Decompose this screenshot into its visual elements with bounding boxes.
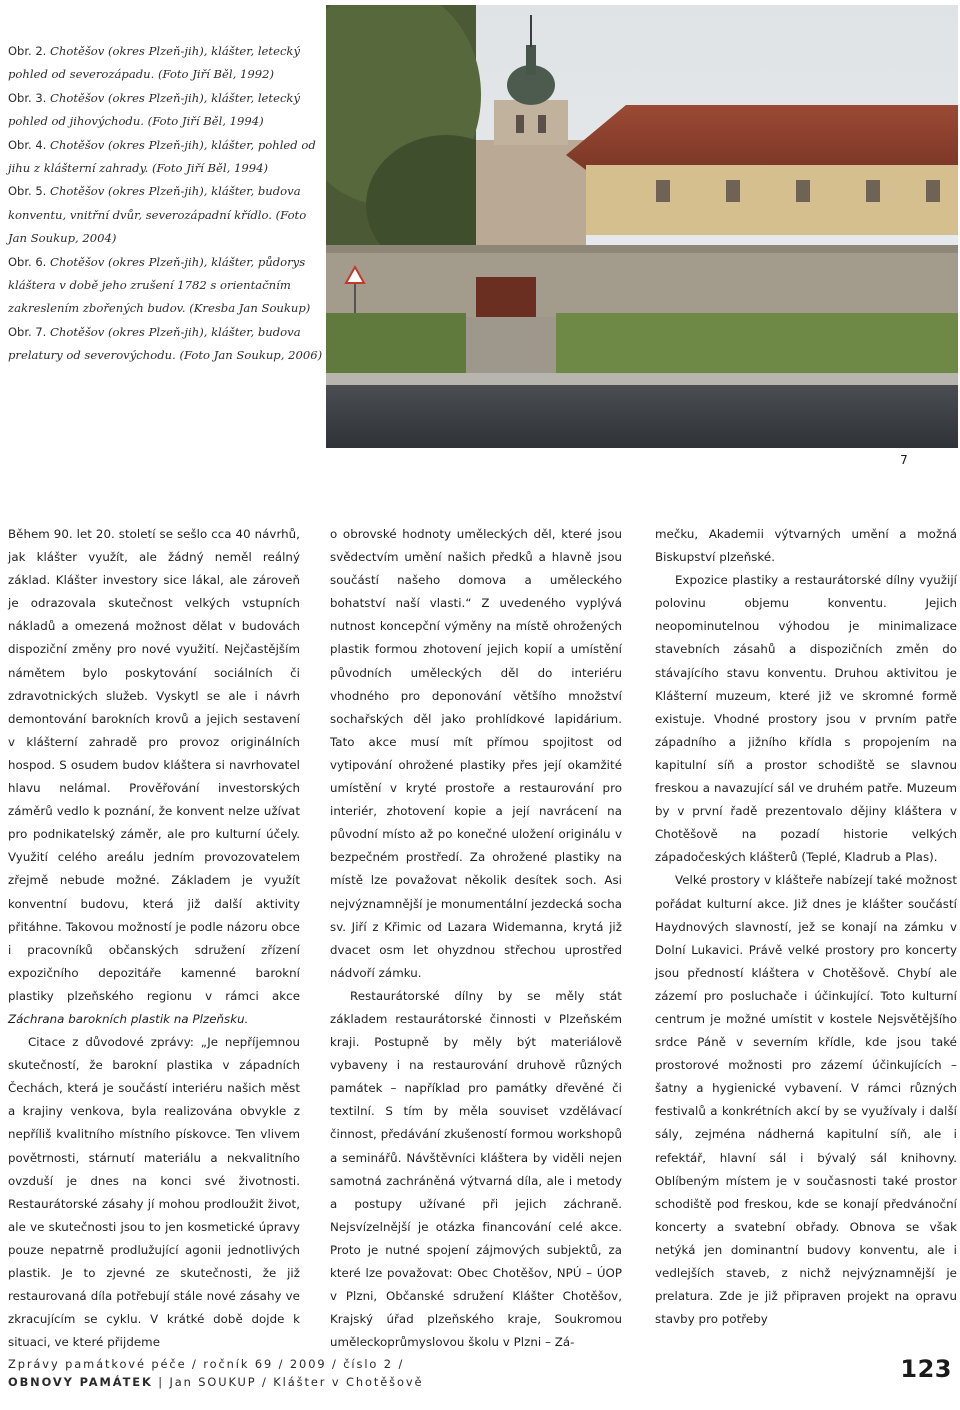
caption-obr-6 — [8, 251, 324, 321]
caption-text: Chotěšov (okres Plzeň-jih), klášter, letecký pohled od severozápadu. (Foto Jiří Běl, 1992) — [8, 44, 301, 82]
caption-obr-5 — [8, 180, 324, 250]
emphasized-text: Záchrana barokních plastik na Plzeňsku. — [8, 1011, 249, 1026]
wall-cap — [326, 245, 958, 253]
wooden-gate — [476, 277, 536, 317]
caption-text: Chotěšov (okres Plzeň-jih), klášter, půdorys kláštera v době jeho zrušení 1782 s orientačním zakreslením zbořených budov. (Kresba Jan Soukup) — [8, 254, 311, 316]
paragraph: o obrovské hodnoty uměleckých děl, které jsou svědectvím umění našich předků a hlavně jsou součástí našeho domova a uměleckého bohatství naší vlasti.“ Z uvedeného vyplývá nutnost koncepční výměny na místě ohrožených plastik formou zhotovení jejich kopií a umístění původních uměleckých děl do interiéru vhodného pro deponování většího množství sochařských děl jako prohlídkové lapidárium. Tato akce musí mít přímou spojitost od vytipování ohrožené plastiky přes její okamžité umístění v kryté prostoře a restaurování pro interiér, zhotovení kopie a její navrácení na původní místo až po konečné uložení originálu v bezpečném prostředí. Za ohrožené plastiky na místě lze považovat několik desítek soch. Asi nejvýznamnější je monumentální jezdecká socha sv. Jiří z Křimic od Lazara Widemanna, krytá již dvacet osm let ohyzdnou střechou uprostřed nádvoří zámku. — [330, 527, 622, 980]
building-window — [926, 180, 940, 202]
caption-text: Chotěšov (okres Plzeň-jih), klášter, pohled od jihu z klášterní zahrady. (Foto Jiří Běl, 1994) — [8, 137, 316, 176]
caption-obr-4 — [8, 134, 324, 181]
grass-right — [556, 313, 958, 373]
caption-number: Obr. 6. — [8, 254, 47, 269]
caption-text: Chotěšov (okres Plzeň-jih), klášter, budova konventu, vnitřní dvůr, severozápadní křídlo. (Foto Jan Soukup, 2004) — [8, 184, 307, 246]
caption-number: Obr. 5. — [8, 184, 47, 199]
tower-window — [538, 115, 546, 133]
caption-number: Obr. 2. — [8, 44, 47, 58]
tower-body — [476, 140, 586, 260]
text-column-3 — [655, 523, 957, 1331]
building-window — [866, 180, 880, 202]
caption-text: Chotěšov (okres Plzeň-jih), klášter, letecký pohled od jihovýchodu. (Foto Jiří Běl, 1994) — [8, 90, 301, 129]
tower-window — [516, 115, 524, 133]
page-footer — [8, 1355, 952, 1405]
grass-left — [326, 313, 466, 373]
caption-number: Obr. 7. — [8, 324, 47, 339]
road — [326, 385, 958, 448]
paragraph: Restaurátorské dílny by se měly stát základem restaurátorské činnosti v Plzeňském kraji. Postupně by měly být materiálově vybaveny i na restaurování druhově různých památek – například pro památky dřevěné či textilní. S tím by měla souviset vzdělávací činnost, předávání zkušeností formou workshopů a seminářů. Návštěvníci kláštera by viděli nejen samotná zachráněná výtvarná díla, ale i metody a postupy užívané při jejich záchraně. Nejsvízelnější je otázka financování celé akce. Proto je nutné spojení zájmových subjektů, za které lze považovat: Obec Chotěšov, NPÚ – ÚOP v Plzni, Občanské sdružení Klášter Chotěšov, Krajský úřad plzeňského kraje, Soukromou uměleckoprůmyslovou školu v Plzni – Zá- — [330, 988, 622, 1350]
building-roof — [566, 105, 958, 170]
caption-text: Chotěšov (okres Plzeň-jih), klášter, budova prelatury od severovýchodu. (Foto Jan Soukup, 2006) — [8, 324, 323, 363]
paragraph: Citace z důvodové zprávy: „Je nepříjemnou skutečností, že barokní plastika v západních Čechách, která je součástí interiéru našich měst a krajiny venkova, byla realizována obvykle z nepříliš kvalitního místního pískovce. Ten vlivem povětrnosti, stárnutí materiálu a nekvalitního ovzduší je dnes na konci své životnosti. Restaurátorské zásahy jí mohou prodloužit život, ale ve skutečnosti jsou to jen kosmetické úpravy pouze nepatrně prodlužující agonii jednotlivých plastik. Je to zjevné ze skutečnosti, že již restaurovaná díla potřebují stále nové zásahy ve zkracujícím se cyklu. V krátké době dojde k situaci, ve které přijdeme — [8, 1035, 300, 1350]
tower-lantern — [526, 45, 536, 75]
plate-number: 7 — [900, 453, 908, 467]
paragraph-text: Během 90. let 20. století se sešlo cca 40 návrhů, jak klášter využít, ale žádný neměl reálný základ. Klášter investory sice lákal, ale zároveň je odrazovala skutečnost velkých vstupních nákladů a omezená možnost dělat v budovách dispoziční změny pro nové využití. Nejčastějším námětem bylo poskytování sociálních či zdravotnických služeb. Vyskytl se ale i návrh demontování barokních krovů a jejich sestavení v klášterní zahradě pro provoz originálních hospod. S osudem budov kláštera si navrhovatel hlavu nelámal. Prověřování investorských záměrů vedlo k poznání, že konvent nelze užívat pro podnikatelský záměr, ale pro kulturní účely. Využití celého areálu jedním provozovatelem zřejmě nebude možné. Základem je využít konventní budovu, která již další aktivity přitáhne. Takovou možností je podle názoru obce i pracovníků občanských sdružení zřízení expozičního depozitáře kamenné barokní plastiky plzeňského regionu v rámci akce — [8, 527, 300, 1003]
building-window — [796, 180, 810, 202]
article-author-title: | Jan SOUKUP / Klášter v Chotěšově — [152, 1375, 424, 1389]
paragraph — [8, 523, 300, 1031]
building-window — [726, 180, 740, 202]
tower-upper — [494, 100, 568, 145]
building-window — [656, 180, 670, 202]
caption-number: Obr. 3. — [8, 90, 47, 105]
building-facade — [586, 165, 958, 235]
caption-obr-7 — [8, 321, 324, 368]
section-title: OBNOVY PAMÁTEK — [8, 1375, 153, 1389]
figure-captions — [8, 40, 324, 368]
page-number: 123 — [900, 1355, 952, 1383]
caption-obr-2 — [8, 40, 324, 87]
article-line — [8, 1375, 423, 1389]
stone-wall — [326, 250, 958, 320]
paragraph: Velké prostory v klášteře nabízejí také možnost pořádat kulturní akce. Již dnes je klášter součástí Haydnových slavností, jež se konají na zámku v Dolní Lukavici. Právě velké prostory pro koncerty jsou předností kláštera v Chotěšově. Chybí ale zázemí pro posluchače i účinkující. Toto kulturní centrum je možné umístit v kostele Nejsvětějšího srdce Páně v severním křídle, kde jsou také prostorové možnosti pro zázemí účinkujících – šatny a hygienické vybavení. V rámci různých festivalů a konkrétních akcí by se využívaly i další sály, zejména nádherná kapitulní síň, ale i refektář, hlavní sál i bývalý sál knihovny. Oblíbeným místem je v současnosti také prostor schodiště pod freskou, kde se konají předvánoční koncerty a svatební obřady. Obnova se však netýká jen dominantní budovy konventu, ale i vedlejších staveb, z nichž nejvýznamnější je prelatura. Zde je již připraven projekt na opravu stavby pro potřeby — [655, 873, 957, 1327]
text-column-1 — [8, 523, 300, 1354]
caption-obr-3 — [8, 87, 324, 134]
text-column-2 — [330, 523, 622, 1354]
journal-line: Zprávy památkové péče / ročník 69 / 2009 / číslo 2 / — [8, 1357, 405, 1371]
caption-number: Obr. 4. — [8, 137, 47, 152]
photo-illustration — [326, 5, 958, 448]
paragraph: mečku, Akademii výtvarných umění a možná Biskupství plzeňské. — [655, 527, 957, 565]
kerb — [326, 373, 958, 385]
photo-prelatura — [326, 5, 958, 448]
paragraph: Expozice plastiky a restaurátorské dílny využijí polovinu objemu konventu. Jejich neopominutelnou výhodou je minimalizace stavebních zásahů a dispozičních změn do stávajícího stavu konventu. Druhou aktivitou je Klášterní muzeum, které již ve skromné formě existuje. Vhodné prostory jsou v prvním patře západního a jižního křídla s propojením na kapitulní síň a prostor schodiště se slavnou freskou a navazující sál ve druhém patře. Muzeum by v první řadě prezentovalo dějiny kláštera v Chotěšově na pozadí historie velkých západočeských klášterů (Teplé, Kladrub a Plas). — [655, 573, 957, 865]
